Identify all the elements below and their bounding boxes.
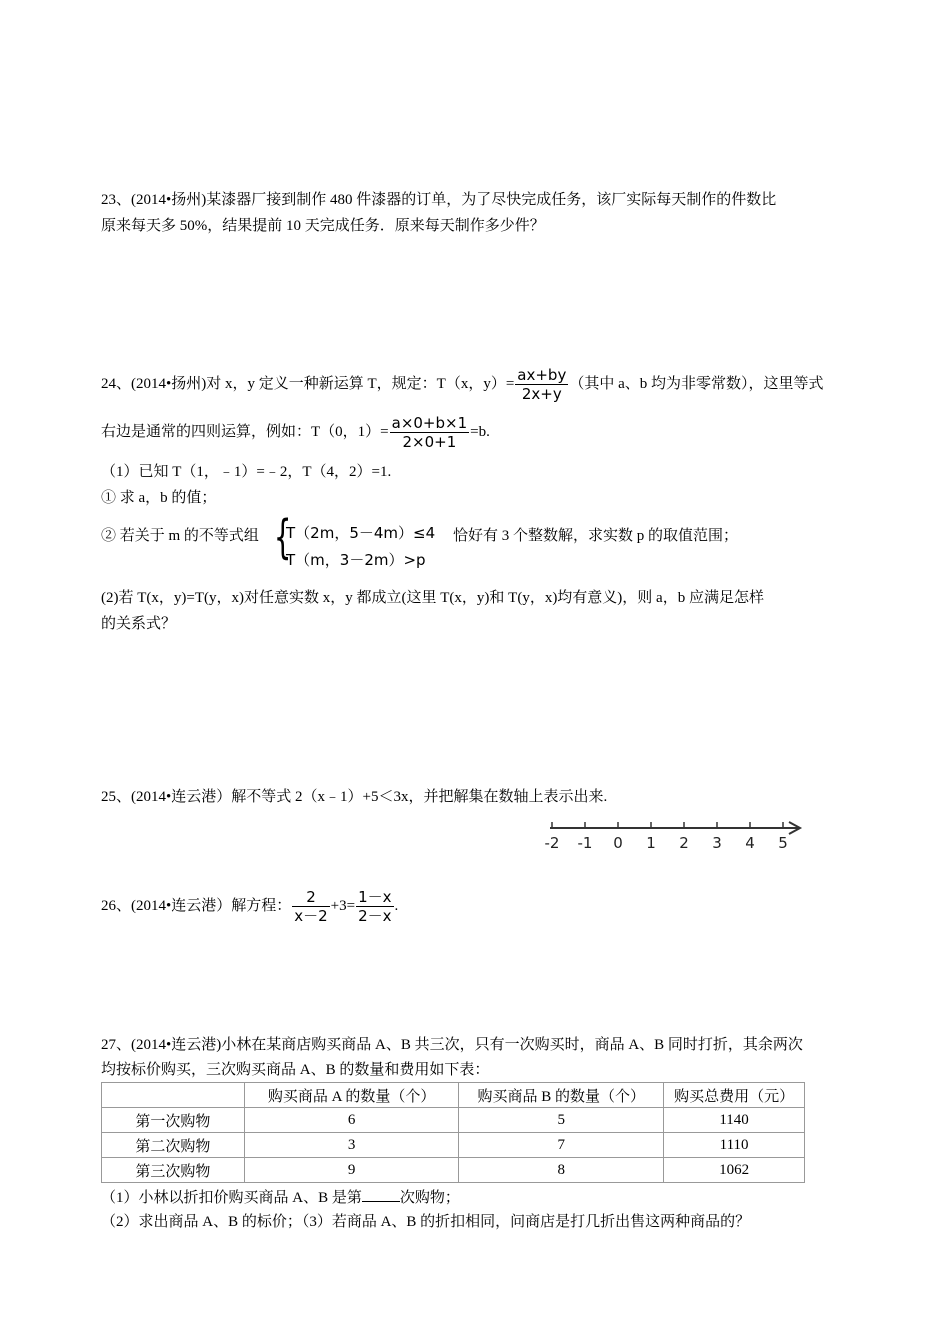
table-cell: 第三次购物	[102, 1158, 245, 1183]
q24-example-text: 右边是通常的四则运算，例如：T（0，1）=	[101, 424, 389, 440]
q24-example-result: =b.	[470, 424, 490, 440]
table-header-row	[102, 1083, 805, 1108]
table-cell: 1110	[664, 1133, 805, 1158]
fraction-denominator: 2－x	[358, 907, 392, 926]
table-header-cell: 购买商品 A 的数量（个）	[244, 1083, 459, 1108]
axis-tick-label: 5	[778, 834, 788, 852]
q27-part-1-suffix: 次购物；	[399, 1190, 460, 1206]
q26-fraction-1	[292, 888, 329, 925]
axis-tick-label: -2	[544, 834, 560, 852]
table-header-cell: 购买商品 B 的数量（个）	[459, 1083, 664, 1108]
q26-fraction-2	[356, 888, 393, 925]
q27-part-2: （2）求出商品 A、B 的标价；（3）若商品 A、B 的折扣相同，问商店是打几折出售这两种商品的？	[101, 1214, 751, 1230]
table-cell: 9	[244, 1158, 459, 1183]
fraction-numerator: ax+by	[517, 366, 567, 385]
table-cell: 5	[459, 1108, 664, 1133]
q27-part-1-text: （1）小林以折扣价购买商品 A、B 是第	[101, 1190, 362, 1206]
q24-definition-note: （其中 a、b 均为非零常数），这里等式	[569, 376, 824, 392]
q24-part-1a: ① 求 a，b 的值；	[101, 490, 217, 506]
purchase-table	[101, 1082, 805, 1183]
q25-text: 25、(2014•连云港）解不等式 2（x﹣1）+5＜3x，并把解集在数轴上表示出来.	[101, 789, 608, 805]
q24-line-2	[101, 414, 490, 451]
table-cell: 8	[459, 1158, 664, 1183]
q24-part-1: （1）已知 T（1，﹣1）=﹣2，T（4，2）=1.	[101, 464, 392, 480]
axis-tick-label: 3	[712, 834, 722, 852]
table-cell: 3	[244, 1133, 459, 1158]
axis-labels	[545, 834, 788, 852]
table-row	[102, 1108, 805, 1133]
table-cell: 第一次购物	[102, 1108, 245, 1133]
axis-tick-label: 0	[613, 834, 623, 852]
axis-tick-label: -1	[577, 834, 593, 852]
fraction-numerator: 2	[292, 888, 329, 907]
q27-line-1: 27、(2014•连云港)小林在某商店购买商品 A、B 共三次，只有一次购买时，商品 A、B 同时打折，其余两次	[101, 1037, 803, 1053]
table-cell: 6	[244, 1108, 459, 1133]
q26-line	[101, 884, 398, 928]
q24-part-2-line-2: 的关系式？	[101, 616, 177, 632]
q26-period: .	[394, 898, 399, 914]
q26-text: 26、(2014•连云港）解方程：	[101, 898, 292, 914]
table-cell: 1062	[664, 1158, 805, 1183]
axis-tick-label: 4	[745, 834, 755, 852]
inequality-1: T（2m，5－4m）≤4	[286, 524, 436, 542]
fraction-numerator: 1－x	[358, 888, 392, 907]
fraction-denominator: x－2	[294, 907, 328, 926]
q24-part-1b-text: ② 若关于 m 的不等式组	[101, 528, 259, 544]
q23-line-1: 23、(2014•扬州)某漆器厂接到制作 480 件漆器的订单，为了尽快完成任务，该厂实际每天制作的件数比	[101, 192, 777, 208]
fraction-numerator: a×0+b×1	[391, 414, 468, 433]
table-cell: 1140	[664, 1108, 805, 1133]
q24-definition-text: 24、(2014•扬州)对 x，y 定义一种新运算 T，规定：T（x，y）=	[101, 376, 515, 392]
number-line	[540, 814, 810, 856]
q24-definition-fraction	[515, 366, 568, 403]
q24-line-1	[101, 366, 824, 403]
table-header-cell: 购买总费用（元）	[664, 1083, 805, 1108]
table-row	[102, 1133, 805, 1158]
axis-tick-label: 1	[646, 834, 656, 852]
q27-line-2: 均按标价购买，三次购买商品 A、B 的数量和费用如下表：	[101, 1062, 490, 1078]
fraction-denominator: 2x+y	[521, 385, 562, 404]
q24-part-1b-condition: 恰好有 3 个整数解，求实数 p 的取值范围；	[453, 528, 739, 544]
q24-example-fraction	[390, 414, 470, 451]
q23-line-2: 原来每天多 50%，结果提前 10 天完成任务．原来每天制作多少件？	[101, 218, 545, 234]
axis-tick-label: 2	[679, 834, 689, 852]
q27-part-1	[101, 1187, 460, 1208]
answer-blank	[362, 1187, 400, 1202]
q26-plus-three: +3=	[330, 898, 356, 914]
q24-part-2-line-1: (2)若 T(x，y)=T(y，x)对任意实数 x，y 都成立(这里 T(x，y)和 T(y，x)均有意义)，则 a，b 应满足怎样	[101, 590, 764, 606]
table-row	[102, 1158, 805, 1183]
table-header-cell	[102, 1083, 245, 1108]
fraction-denominator: 2×0+1	[402, 433, 457, 452]
table-cell: 7	[459, 1133, 664, 1158]
table-cell: 第二次购物	[102, 1133, 245, 1158]
brace-icon: {	[273, 510, 292, 564]
inequality-2: T（m，3－2m）>p	[286, 551, 426, 569]
